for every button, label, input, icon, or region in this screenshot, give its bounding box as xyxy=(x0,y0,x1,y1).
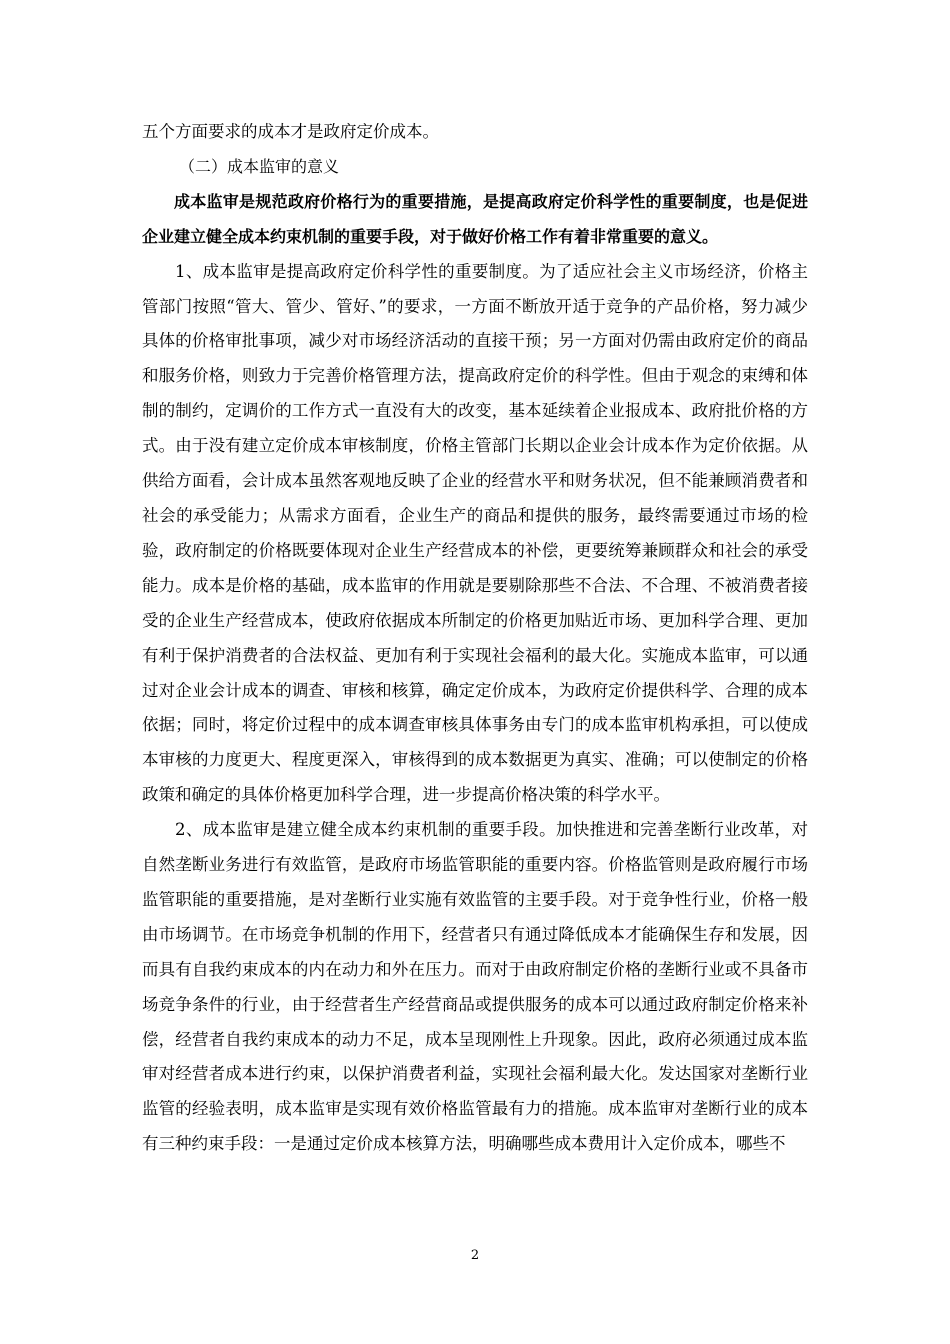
document-page xyxy=(142,115,808,1162)
lead-line: 五个方面要求的成本才是政府定价成本。 xyxy=(142,122,439,141)
point-1-paragraph: 1、成本监审是提高政府定价科学性的重要制度。为了适应社会主义市场经济，价格主管部门按照“管大、管少、管好、”的要求，一方面不断放开适于竞争的产品价格，努力减少具体的价格审批事项，减少对市场经济活动的直接干预；另一方面对仍需由政府定价的商品和服务价格，则致力于完善价格管理方法，提高政府定价的科学性。但由于观念的束缚和体制的制约，定调价的工作方式一直没有大的改变，基本延续着企业报成本、政府批价格的方式。由于没有建立定价成本审核制度，价格主管部门长期以企业会计成本作为定价依据。从供给方面看，会计成本虽然客观地反映了企业的经营水平和财务状况，但不能兼顾消费者和社会的承受能力；从需求方面看，企业生产的商品和提供的服务，最终需要通过市场的检验，政府制定的价格既要体现对企业生产经营成本的补偿，更要统筹兼顾群众和社会的承受能力。成本是价格的基础，成本监审的作用就是要剔除那些不合法、不合理、不被消费者接受的企业生产经营成本，使政府依据成本所制定的价格更加贴近市场、更加科学合理、更加有利于保护消费者的合法权益、更加有利于实现社会福利的最大化。实施成本监审，可以通过对企业会计成本的调查、审核和核算，确定定价成本，为政府定价提供科学、合理的成本依据；同时，将定价过程中的成本调查审核具体事务由专门的成本监审机构承担，可以使成本审核的力度更大、程度更深入，审核得到的成本数据更为真实、准确；可以使制定的价格政策和确定的具体价格更加科学合理，进一步提高价格决策的科学水平。 xyxy=(142,261,808,805)
section-heading: （二）成本监审的意义 xyxy=(179,156,340,176)
page-number: 2 xyxy=(470,1248,480,1263)
summary-paragraph: 成本监审是规范政府价格行为的重要措施，是提高政府定价科学性的重要制度，也是促进企业建立健全成本约束机制的重要手段，对于做好价格工作有着非常重要的意义。 xyxy=(142,191,808,246)
point-2-paragraph: 2、成本监审是建立健全成本约束机制的重要手段。加快推进和完善垄断行业改革，对自然垄断业务进行有效监管，是政府市场监管职能的重要内容。价格监管则是政府履行市场监管职能的重要措施，是对垄断行业实施有效监管的主要手段。对于竞争性行业，价格一般由市场调节。在市场竞争机制的作用下，经营者只有通过降低成本才能确保生存和发展，因而具有自我约束成本的内在动力和外在压力。而对于由政府制定价格的垄断行业或不具备市场竞争条件的行业，由于经营者生产经营商品或提供服务的成本可以通过政府制定价格来补偿，经营者自我约束成本的动力不足，成本呈现刚性上升现象。因此，政府必须通过成本监审对经营者成本进行约束，以保护消费者利益，实现社会福利最大化。发达国家对垄断行业监管的经验表明，成本监审是实现有效价格监管最有力的措施。成本监审对垄断行业的成本有三种约束手段：一是通过定价成本核算方法，明确哪些成本费用计入定价成本，哪些不 xyxy=(142,820,808,1154)
